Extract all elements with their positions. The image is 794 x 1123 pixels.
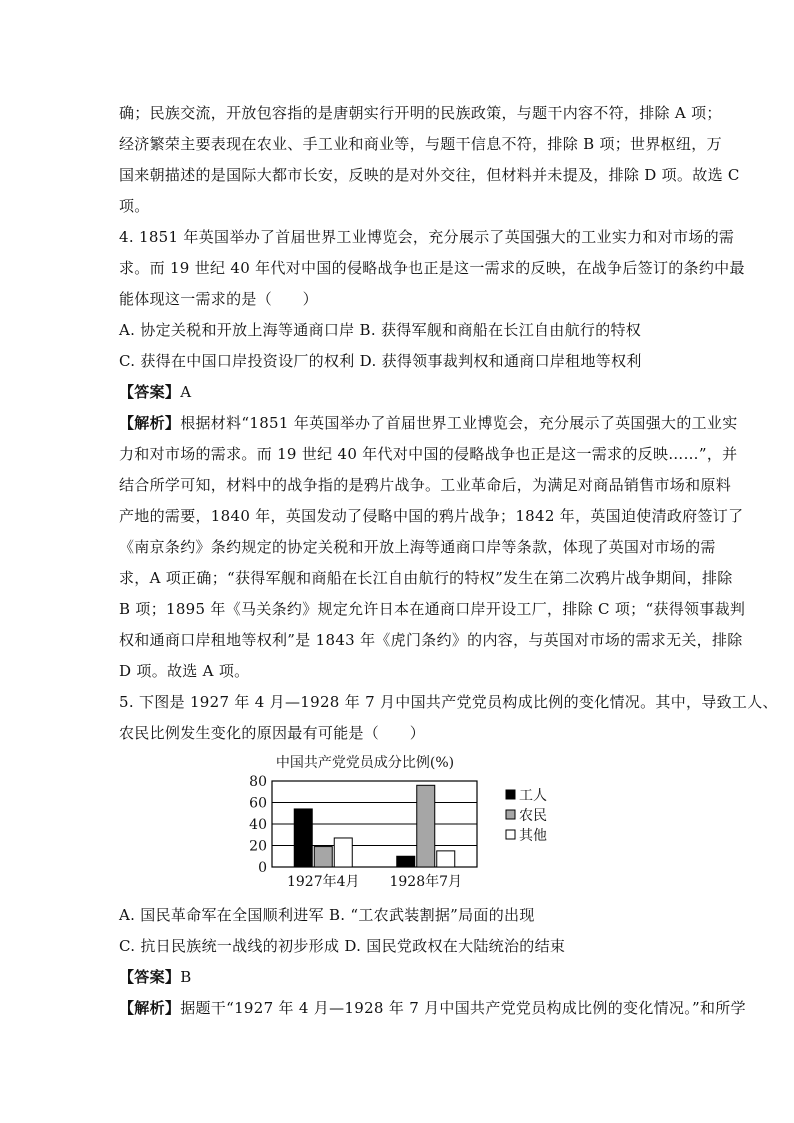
option-line: A. 协定关税和开放上海等通商口岸 B. 获得军舰和商船在长江自由航行的特权 xyxy=(119,321,642,339)
question-stem-line: 4. 1851 年英国举办了首届世界工业博览会，充分展示了英国强大的工业实力和对市场的需 xyxy=(119,228,735,246)
analysis-line: 产地的需要，1840 年，英国发动了侵略中国的鸦片战争；1842 年，英国迫使清政府签订了 xyxy=(119,507,744,525)
bar-工人 xyxy=(397,856,415,867)
analysis-label: 【解析】 xyxy=(119,999,181,1017)
bar-农民 xyxy=(314,847,332,867)
option-line: C. 抗日民族统一战线的初步形成 D. 国民党政权在大陆统治的结束 xyxy=(119,937,566,955)
previous-analysis xyxy=(119,98,740,222)
analysis-line: 力和对市场的需求。而 19 世纪 40 年代对中国的侵略战争也正是这一需求的反映……”，并 xyxy=(119,445,738,463)
option-line: C. 获得在中国口岸投资设厂的权利 D. 获得领事裁判权和通商口岸租地等权利 xyxy=(119,352,642,370)
analysis-line: 结合所学可知，材料中的战争指的是鸦片战争。工业革命后，为满足对商品销售市场和原料 xyxy=(119,476,732,494)
question-5 xyxy=(119,687,778,1024)
legend-swatch xyxy=(506,790,515,799)
answer-value: B xyxy=(180,968,192,986)
legend-label: 其他 xyxy=(519,828,547,844)
question-4 xyxy=(119,222,746,687)
question-stem-line: 5. 下图是 1927 年 4 月—1928 年 7 月中国共产党党员构成比例的变化情况。其中，导致工人、 xyxy=(119,693,778,711)
chart-title: 中国共产党党员成分比例(%) xyxy=(275,755,455,771)
analysis-line: 《南京条约》条约规定的协定关税和开放上海等通商口岸等条款，体现了英国对市场的需 xyxy=(119,538,716,556)
text-line: 确；民族交流，开放包容指的是唐朝实行开明的民族政策，与题干内容不符，排除 A 项； xyxy=(119,104,722,122)
bar-工人 xyxy=(294,809,312,867)
x-tick-label: 1927年4月 xyxy=(286,874,360,890)
analysis-line: B 项；1895 年《马关条约》规定允许日本在通商口岸开设工厂，排除 C 项；“获得领事裁判 xyxy=(119,600,746,618)
answer-line xyxy=(119,962,684,993)
answer-label: 【答案】 xyxy=(119,383,181,401)
bar-其他 xyxy=(334,838,352,867)
text-line: 项。 xyxy=(119,197,150,215)
option-line: A. 国民革命军在全国顺利进军 B. “工农武装割据”局面的出现 xyxy=(119,906,535,924)
y-tick-label: 60 xyxy=(249,795,267,812)
answer-label: 【答案】 xyxy=(119,968,181,986)
analysis-line xyxy=(119,408,738,439)
analysis-text: 据题干“1927 年 4 月—1928 年 7 月中国共产党党员构成比例的变化情况。”和所学 xyxy=(180,999,746,1017)
analysis-line xyxy=(119,993,746,1024)
legend-label: 工人 xyxy=(519,788,547,804)
text-line: 经济繁荣主要表现在农业、手工业和商业等，与题干信息不符，排除 B 项；世界枢纽，万 xyxy=(119,135,722,153)
x-tick-label: 1928年7月 xyxy=(389,874,463,890)
analysis-text: 根据材料“1851 年英国举办了首届世界工业博览会，充分展示了英国强大的工业实 xyxy=(180,414,738,432)
y-tick-label: 80 xyxy=(249,774,267,790)
chart-container xyxy=(119,751,684,896)
legend-swatch xyxy=(506,810,515,819)
y-tick-label: 0 xyxy=(258,860,267,876)
y-tick-label: 40 xyxy=(249,817,267,833)
exam-page xyxy=(119,98,778,1024)
bar-农民 xyxy=(417,785,435,867)
text-line: 国来朝描述的是国际大都市长安，反映的是对外交往，但材料并未提及，排除 D 项。故选 C xyxy=(119,166,740,184)
legend-label: 农民 xyxy=(519,808,547,824)
party-membership-bar-chart xyxy=(119,751,684,896)
analysis-label: 【解析】 xyxy=(119,414,181,432)
question-stem-line: 求。而 19 世纪 40 年代对中国的侵略战争也正是这一需求的反映，在战争后签订的条约中最 xyxy=(119,259,745,277)
question-stem-line: 农民比例发生变化的原因最有可能是（ ） xyxy=(119,724,426,742)
analysis-line: 权和通商口岸租地等权利”是 1843 年《虎门条约》的内容，与英国对市场的需求无关，排除 xyxy=(119,631,743,649)
answer-line xyxy=(119,377,684,408)
analysis-line: 求，A 项正确；“获得军舰和商船在长江自由航行的特权”发生在第二次鸦片战争期间，排除 xyxy=(119,569,733,587)
y-tick-label: 20 xyxy=(249,838,267,855)
answer-value: A xyxy=(180,383,192,401)
legend-swatch xyxy=(506,830,515,839)
bar-其他 xyxy=(437,851,455,867)
question-stem-line: 能体现这一需求的是（ ） xyxy=(119,290,318,308)
analysis-line: D 项。故选 A 项。 xyxy=(119,662,250,680)
